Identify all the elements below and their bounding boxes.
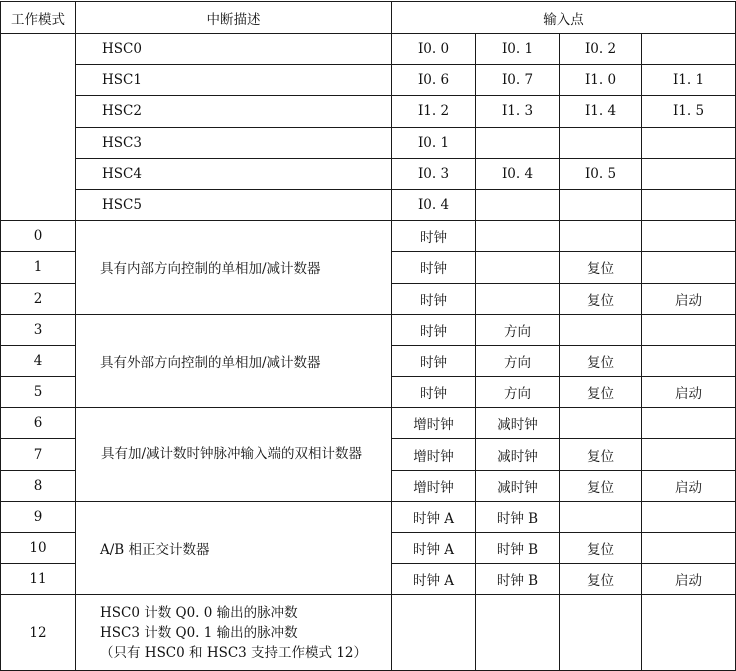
input-cell: I0. 3 bbox=[392, 158, 476, 189]
input-cell: I0. 1 bbox=[476, 34, 560, 65]
input-cell bbox=[476, 595, 560, 671]
mode-12-description bbox=[76, 595, 392, 671]
counter-row bbox=[1, 96, 736, 127]
input-cell bbox=[642, 252, 736, 283]
counter-name: HSC1 bbox=[76, 65, 392, 96]
input-cell: 启动 bbox=[642, 283, 736, 314]
input-cell: 时钟 bbox=[392, 283, 476, 314]
mode-number: 10 bbox=[1, 533, 76, 564]
mode-12-line: HSC3 计数 Q0. 1 输出的脉冲数 bbox=[100, 624, 298, 641]
input-cell: 复位 bbox=[560, 470, 642, 501]
mode-number: 4 bbox=[1, 345, 76, 376]
input-cell bbox=[560, 595, 642, 671]
input-cell bbox=[560, 408, 642, 439]
input-cell: 时钟 bbox=[392, 377, 476, 408]
header-row bbox=[1, 2, 736, 34]
mode-number: 12 bbox=[1, 595, 76, 671]
input-cell: 时钟 bbox=[392, 345, 476, 376]
hsc-mode-table bbox=[0, 1, 736, 671]
input-cell: 方向 bbox=[476, 345, 560, 376]
mode-row bbox=[1, 221, 736, 252]
input-cell: 复位 bbox=[560, 533, 642, 564]
counter-row bbox=[1, 34, 736, 65]
input-cell: 复位 bbox=[560, 377, 642, 408]
input-cell: 复位 bbox=[560, 252, 642, 283]
input-cell: 启动 bbox=[642, 470, 736, 501]
counter-name: HSC5 bbox=[76, 189, 392, 220]
input-cell: I0. 5 bbox=[560, 158, 642, 189]
mode-description: 具有外部方向控制的单相加/减计数器 bbox=[76, 314, 392, 408]
input-cell: 增时钟 bbox=[392, 470, 476, 501]
input-cell: I1. 2 bbox=[392, 96, 476, 127]
mode-number: 1 bbox=[1, 252, 76, 283]
input-cell bbox=[560, 501, 642, 532]
input-cell bbox=[642, 501, 736, 532]
mode-row-12 bbox=[1, 595, 736, 671]
mode-number: 8 bbox=[1, 470, 76, 501]
input-cell: I1. 1 bbox=[642, 65, 736, 96]
input-cell: I0. 7 bbox=[476, 65, 560, 96]
mode-number: 9 bbox=[1, 501, 76, 532]
header-mode: 工作模式 bbox=[1, 2, 76, 34]
input-cell: 时钟 B bbox=[476, 533, 560, 564]
input-cell: I0. 6 bbox=[392, 65, 476, 96]
input-cell bbox=[642, 533, 736, 564]
counter-name: HSC3 bbox=[76, 127, 392, 158]
input-cell: 时钟 A bbox=[392, 564, 476, 595]
counter-name: HSC4 bbox=[76, 158, 392, 189]
input-cell: 减时钟 bbox=[476, 408, 560, 439]
counter-mode-blank bbox=[1, 34, 76, 221]
input-cell bbox=[642, 314, 736, 345]
input-cell: I0. 2 bbox=[560, 34, 642, 65]
input-cell: I0. 0 bbox=[392, 34, 476, 65]
input-cell: 方向 bbox=[476, 314, 560, 345]
input-cell bbox=[392, 595, 476, 671]
mode-row bbox=[1, 501, 736, 532]
input-cell: I1. 4 bbox=[560, 96, 642, 127]
mode-description-text: 具有加/减计数时钟脉冲输入端的双相计数器 bbox=[101, 446, 363, 463]
input-cell bbox=[476, 221, 560, 252]
input-cell bbox=[642, 595, 736, 671]
input-cell: 时钟 bbox=[392, 221, 476, 252]
input-cell: I0. 1 bbox=[392, 127, 476, 158]
input-cell: 时钟 A bbox=[392, 533, 476, 564]
input-cell bbox=[560, 127, 642, 158]
input-cell: 减时钟 bbox=[476, 470, 560, 501]
mode-number: 6 bbox=[1, 408, 76, 439]
mode-number: 3 bbox=[1, 314, 76, 345]
counter-name: HSC2 bbox=[76, 96, 392, 127]
counter-row bbox=[1, 127, 736, 158]
mode-row bbox=[1, 314, 736, 345]
input-cell: 启动 bbox=[642, 564, 736, 595]
mode-description: A/B 相正交计数器 bbox=[76, 501, 392, 595]
input-cell: 时钟 B bbox=[476, 564, 560, 595]
input-cell bbox=[476, 252, 560, 283]
input-cell: 减时钟 bbox=[476, 439, 560, 470]
mode-12-line: HSC0 计数 Q0. 0 输出的脉冲数 bbox=[100, 604, 298, 621]
input-cell: 增时钟 bbox=[392, 408, 476, 439]
input-cell bbox=[642, 345, 736, 376]
input-cell: 时钟 B bbox=[476, 501, 560, 532]
mode-number: 0 bbox=[1, 221, 76, 252]
mode-number: 5 bbox=[1, 377, 76, 408]
input-cell bbox=[560, 221, 642, 252]
mode-number: 2 bbox=[1, 283, 76, 314]
input-cell bbox=[642, 189, 736, 220]
counter-row bbox=[1, 158, 736, 189]
input-cell: 启动 bbox=[642, 377, 736, 408]
input-cell bbox=[476, 189, 560, 220]
counter-name: HSC0 bbox=[76, 34, 392, 65]
input-cell bbox=[642, 34, 736, 65]
input-cell: I0. 4 bbox=[476, 158, 560, 189]
input-cell: 增时钟 bbox=[392, 439, 476, 470]
input-cell bbox=[642, 127, 736, 158]
mode-description bbox=[76, 408, 392, 502]
input-cell bbox=[642, 439, 736, 470]
input-cell: 时钟 bbox=[392, 252, 476, 283]
input-cell: 复位 bbox=[560, 283, 642, 314]
input-cell bbox=[642, 221, 736, 252]
input-cell: 时钟 bbox=[392, 314, 476, 345]
input-cell: 方向 bbox=[476, 377, 560, 408]
input-cell bbox=[642, 408, 736, 439]
mode-12-line: （只有 HSC0 和 HSC3 支持工作模式 12） bbox=[100, 644, 368, 661]
input-cell: 复位 bbox=[560, 345, 642, 376]
input-cell: I1. 0 bbox=[560, 65, 642, 96]
mode-number: 7 bbox=[1, 439, 76, 470]
input-cell: I1. 3 bbox=[476, 96, 560, 127]
mode-row bbox=[1, 408, 736, 439]
header-description: 中断描述 bbox=[76, 2, 392, 34]
counter-row bbox=[1, 65, 736, 96]
input-cell: I0. 4 bbox=[392, 189, 476, 220]
counter-row bbox=[1, 189, 736, 220]
mode-number: 11 bbox=[1, 564, 76, 595]
input-cell bbox=[476, 127, 560, 158]
input-cell: 时钟 A bbox=[392, 501, 476, 532]
input-cell bbox=[560, 189, 642, 220]
input-cell: I1. 5 bbox=[642, 96, 736, 127]
header-inputs: 输入点 bbox=[392, 2, 736, 34]
input-cell: 复位 bbox=[560, 439, 642, 470]
input-cell bbox=[560, 314, 642, 345]
input-cell bbox=[642, 158, 736, 189]
mode-description: 具有内部方向控制的单相加/减计数器 bbox=[76, 221, 392, 315]
input-cell bbox=[476, 283, 560, 314]
input-cell: 复位 bbox=[560, 564, 642, 595]
